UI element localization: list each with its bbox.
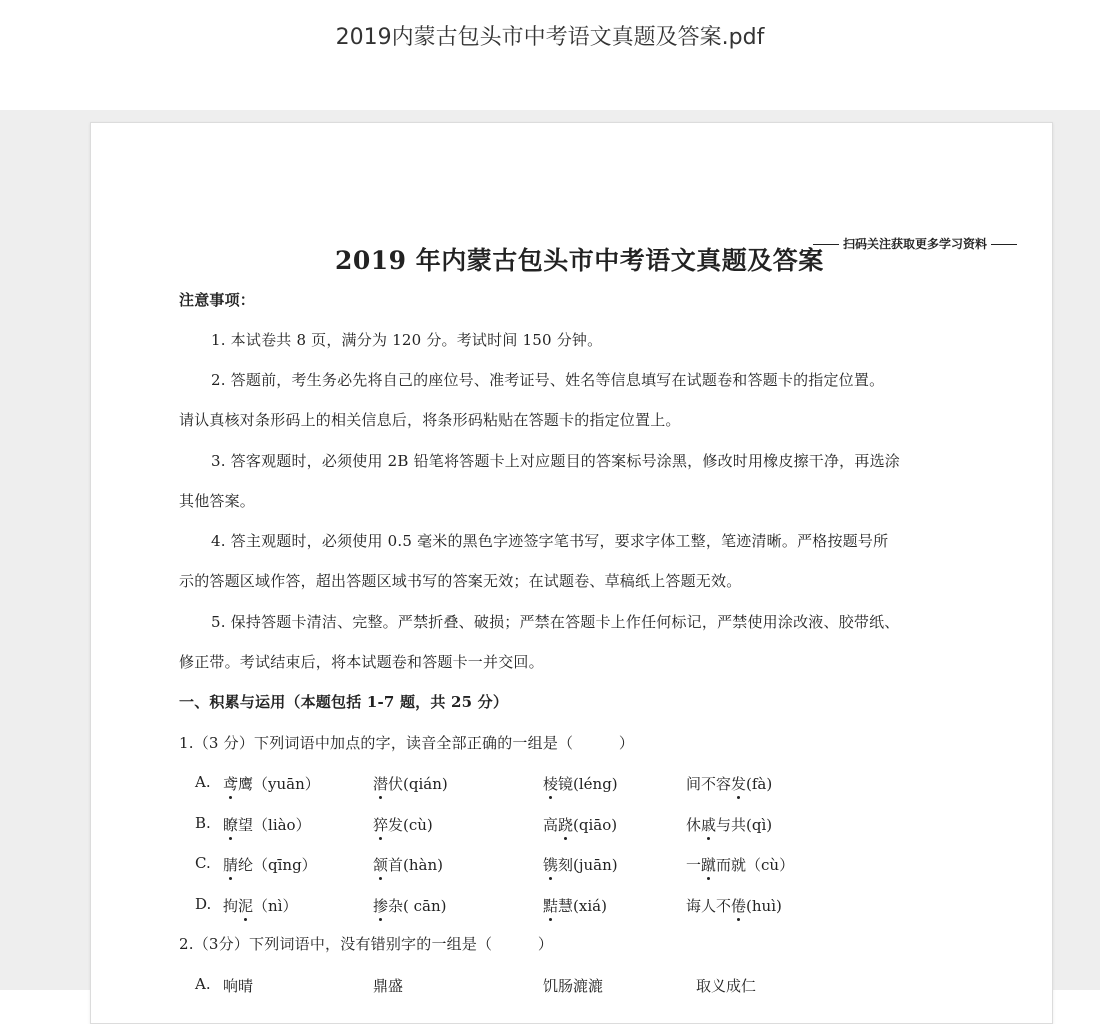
option-item [223, 814, 311, 835]
option-item [543, 854, 618, 875]
option-item [373, 895, 447, 916]
option-item-text: (huì) [746, 896, 782, 915]
option-item [223, 854, 317, 875]
option-item [686, 814, 772, 835]
option-item [223, 895, 298, 916]
viewer-titlebar [0, 0, 1100, 110]
dotted-character: 棱 [543, 775, 559, 793]
option-item: 饥肠漉漉 [543, 977, 604, 995]
option-item-text: 诲人不 [686, 896, 732, 915]
option-item [686, 773, 772, 794]
option-item-text: （nì） [253, 896, 298, 915]
option-item-text: 间不容 [686, 775, 732, 793]
option-item-text: 高 [543, 815, 559, 834]
dotted-character: 发 [731, 775, 747, 793]
option-item-text: 休 [686, 815, 702, 834]
document-title: 2019 年内蒙古包头市中考语文真题及答案 [335, 246, 824, 275]
option-item-text: 刻(juān) [558, 856, 618, 874]
option-letter: A. [195, 773, 211, 791]
dotted-character: 跷 [558, 815, 574, 834]
option-item: 鼎盛 [373, 977, 404, 995]
notice-line: 请认真核对条形码上的相关信息后，将条形码粘贴在答题卡的指定位置上。 [179, 411, 681, 429]
option-item [543, 895, 607, 916]
notice-line: 修正带。考试结束后，将本试题卷和答题卡一并交回。 [179, 653, 544, 671]
option-item-text: 一 [686, 856, 702, 874]
option-item-text: 杂( cān) [388, 896, 447, 915]
option-item [373, 773, 448, 794]
dotted-character: 鸢 [223, 775, 239, 793]
notice-heading: 注意事项： [179, 291, 256, 309]
notice-line: 其他答案。 [179, 492, 256, 510]
option-letter: D. [195, 894, 212, 913]
option-item-text: 望（liào） [238, 815, 311, 834]
question-2-stem: 2.（3分）下列词语中，没有错别字的一组是（ ） [179, 935, 554, 953]
dotted-character: 潜 [373, 775, 389, 793]
option-item [223, 773, 320, 794]
notice-line: 1. 本试卷共 8 页，满分为 120 分。考试时间 150 分钟。 [211, 331, 603, 349]
option-letter: B. [195, 813, 211, 832]
notice-line: 示的答题区域作答，超出答题区域书写的答案无效；在试题卷、草稿纸上答题无效。 [179, 572, 742, 590]
option-item-text: 鹰（yuān） [238, 775, 320, 793]
dotted-character: 颔 [373, 856, 389, 874]
option-item-text: 发(cù) [388, 815, 433, 834]
option-item [543, 773, 618, 794]
notice-line: 4. 答主观题时，必须使用 0.5 毫米的黑色字迹签字笔书写，要求字体工整，笔迹清晰。严格按题号所 [211, 532, 889, 550]
option-item [543, 814, 617, 835]
dotted-character: 腈 [223, 856, 239, 874]
option-item [686, 895, 782, 916]
option-item-text: 慧(xiá) [558, 896, 607, 915]
option-item-text: 镜(léng) [558, 775, 618, 793]
dotted-character: 戚 [701, 815, 717, 834]
option-item-text: 纶（qīng） [238, 856, 317, 874]
notice-line: 2. 答题前，考生务必先将自己的座位号、准考证号、姓名等信息填写在试题卷和答题卡的指定位置。 [211, 371, 885, 389]
notice-line: 5. 保持答题卡清洁、完整。严禁折叠、破损；严禁在答题卡上作任何标记，严禁使用涂改液、胶带纸、 [211, 613, 900, 631]
option-item [373, 814, 433, 835]
option-letter: C. [195, 854, 211, 872]
dotted-character: 猝 [373, 815, 389, 834]
option-letter: A. [195, 975, 211, 993]
dash-right [991, 244, 1017, 245]
dotted-character: 倦 [731, 896, 747, 915]
question-1-stem: 1.（3 分）下列词语中加点的字，读音全部正确的一组是（ ） [179, 734, 635, 752]
option-item: 取义成仁 [696, 977, 757, 995]
option-item-text: (qiāo) [573, 815, 618, 834]
pdf-viewer-area[interactable] [0, 110, 1100, 995]
qr-note-text: 扫码关注获取更多学习资料 [843, 237, 988, 251]
option-item-text: 而就（cù） [716, 856, 795, 874]
section-heading: 一、积累与运用（本题包括 1-7 题，共 25 分） [179, 693, 509, 711]
option-item [686, 854, 794, 875]
dotted-character: 蹴 [701, 856, 717, 874]
option-item-text: 首(hàn) [388, 856, 443, 874]
notice-line: 3. 答客观题时，必须使用 2B 铅笔将答题卡上对应题目的答案标号涂黑，修改时用橡皮擦干净，再选涂 [211, 452, 900, 470]
qr-note [809, 235, 1021, 252]
option-item: 响晴 [223, 977, 254, 995]
dotted-character: 镌 [543, 856, 559, 874]
dotted-character: 掺 [373, 896, 389, 915]
dotted-character: 黠 [543, 896, 559, 915]
option-item [373, 854, 443, 875]
file-title: 2019内蒙古包头市中考语文真题及答案.pdf [335, 25, 765, 50]
pdf-page [90, 122, 1053, 1024]
option-item-text: 伏(qián) [388, 775, 448, 793]
option-item-text: (fà) [746, 775, 773, 793]
dotted-character: 泥 [238, 896, 254, 915]
dotted-character: 瞭 [223, 815, 239, 834]
option-item-text: 与共(qì) [716, 815, 773, 834]
option-item-text: 拘 [223, 896, 239, 915]
